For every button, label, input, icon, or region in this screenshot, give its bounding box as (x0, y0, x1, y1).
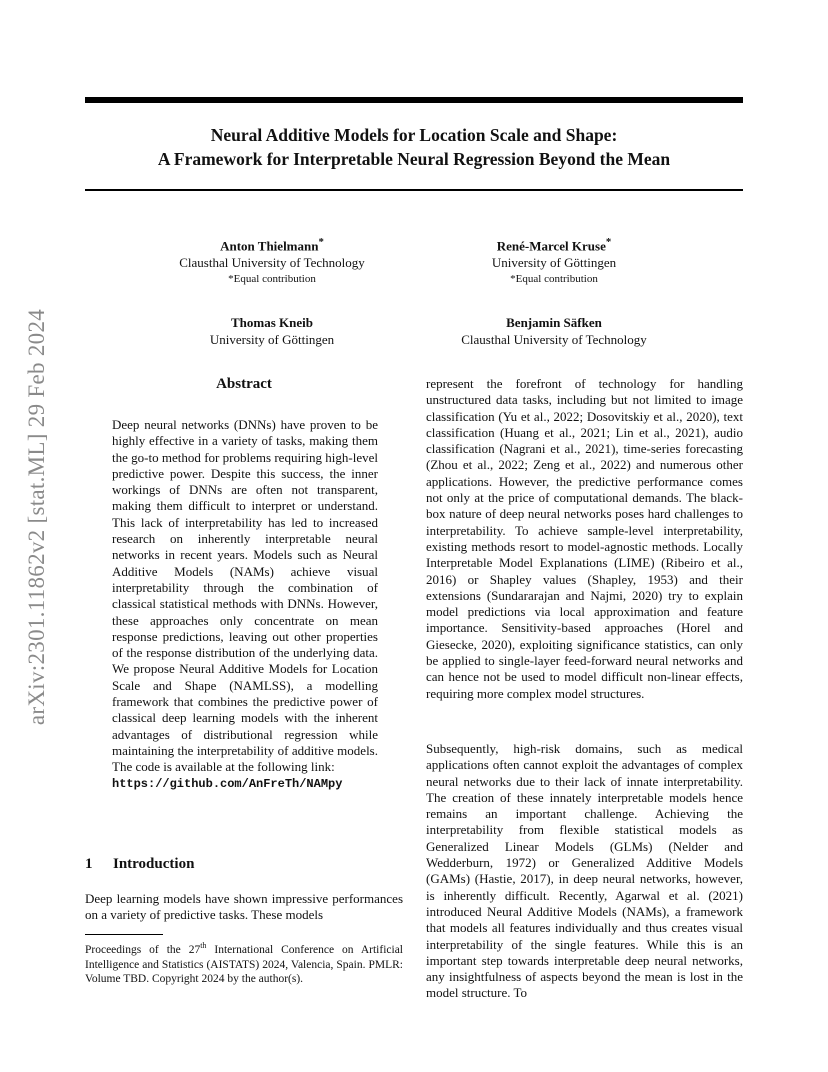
title-line-2: A Framework for Interpretable Neural Regression Beyond the Mean (157, 149, 671, 169)
intro-paragraph-left: Deep learning models have shown impressive performances on a variety of predictive tasks. These models (85, 891, 403, 923)
author-name: Benjamin Säfken (506, 315, 602, 330)
author-block (152, 314, 392, 348)
footnote-superscript: th (200, 941, 207, 950)
intro-paragraph-right-1: represent the forefront of technology for handling unstructured data tasks, including but not limited to image classification (Yu et al., 2022; Dosovitskiy et al., 2020), text classification (Huang et al., 2021; Lin et al., 2021), audio classification (Nagrani et al., 2021), time-series forecasting (Zhou et al., 2022; Zeng et al., 2022) and numerous other applications. However, the predictive performance comes not only at the price of computational demands. The black-box nature of deep neural networks poses hard challenges to interpretability. To achieve sample-level interpretability, existing methods resort to model-agnostic methods. Locally Interpretable Model Explanations (LIME) (Ribeiro et al., 2016) or Shapley values (Shapley, 1953) and their extensions (Sundararajan and Najmi, 2020) try to explain model predictions via local approximation and feature importance. Sensitivity-based approaches (Horel and Giesecke, 2020), exploiting significance statistics, can only be applied to single-layer feed-forward neural networks and can hence not be used to model difficult non-linear effects, requiring more complex model structures. (426, 376, 743, 701)
footnote-text-end: International Conference on Artificial Intelligence and Statistics (AISTATS) 2024, Valencia, Spain. PMLR: Volume TBD. Copyright 2024 by the author(s). (85, 943, 404, 986)
author-name: René-Marcel Kruse (496, 238, 606, 254)
author-block (152, 234, 392, 288)
abstract-text: Deep neural networks (DNNs) have proven to be highly effective in a variety of tasks, making them the go-to method for problems requiring high-level predictive power. Despite this success, the inner workings of DNNs are often not transparent, making them difficult to interpret or understand. This lack of interpretability has led to increased research on inherently interpretable neural networks in recent years. Models such as Neural Additive Models (NAMs) achieve visual interpretability through the combination of classical statistical methods with DNNs. However, these approaches only concentrate on mean response predictions, leaving out other properties of the response distribution of the underlying data. We propose Neural Additive Models for Location Scale and Shape (NAMLSS), a modelling framework that combines the predictive power of classical deep learning models with the inherent advantages of distributional regression while maintaining the interpretability of additive models. The code is available at the following link: (112, 417, 378, 775)
title-line-1: Neural Additive Models for Location Scale and Shape: (210, 125, 618, 145)
author-note: *Equal contribution (510, 273, 598, 286)
author-note: *Equal contribution (228, 273, 316, 286)
equal-contribution-mark: * (318, 236, 324, 248)
equal-contribution-mark: * (605, 236, 612, 248)
abstract-body (112, 417, 378, 792)
section-heading (85, 856, 194, 873)
paper-title (85, 123, 743, 171)
abstract-heading: Abstract (216, 376, 272, 392)
footnote-rule (85, 934, 163, 935)
footnote-text-start: Proceedings of the 27 (85, 943, 201, 956)
intro-paragraph-right-2: Subsequently, high-risk domains, such as medical applications often cannot exploit the advantages of complex neural networks due to their lack of innate interpretability. The creation of these innately interpretable models hence remains an important challenge. Achieving the interpretability from flexible statistical models as Generalized Linear Models (GLMs) (Nelder and Wedderburn, 1972) or Generalized Additive Models (GAMs) (Hastie, 2017), in deep neural networks, however, is inherently difficult. Recently, Agarwal et al. (2021) introduced Neural Additive Models (NAMs), a framework that models all features individually and thus creates visual interpretability of the single features. While this is an important step towards interpretable deep neural networks, any insightfulness of aspects beyond the mean is lost in the model structure. To (426, 741, 743, 1001)
arxiv-id: arXiv:2301.11862v2 [stat.ML] 29 Feb 2024 (24, 308, 49, 726)
arxiv-stamp (22, 282, 52, 752)
author-block (434, 314, 674, 348)
author-affiliation: Clausthal University of Technology (179, 255, 365, 271)
footnote (85, 939, 403, 987)
author-affiliation: Clausthal University of Technology (461, 332, 647, 347)
author-name: Thomas Kneib (231, 315, 313, 330)
section-number: 1 (85, 856, 93, 872)
author-affiliation: University of Göttingen (209, 332, 335, 347)
author-affiliation: University of Göttingen (491, 255, 617, 271)
top-rule (85, 97, 743, 103)
code-link[interactable]: https://github.com/AnFreTh/NAMpy (112, 776, 343, 791)
title-bottom-rule (85, 189, 743, 191)
author-block (434, 234, 674, 288)
author-name: Anton Thielmann (220, 238, 319, 254)
section-title: Introduction (113, 856, 195, 872)
